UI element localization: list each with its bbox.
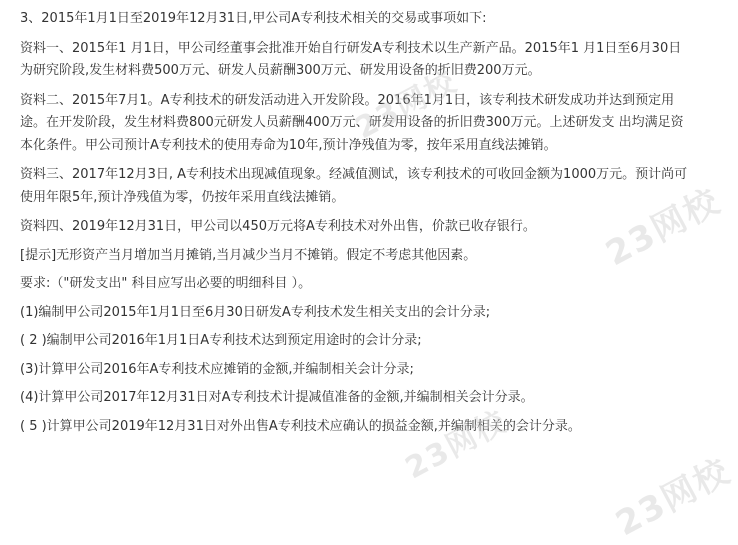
question-heading: 3、2015年1月1日至2019年12月31日,甲公司A专利技术相关的交易或事项如下: <box>20 11 487 26</box>
hint-text: [提示]无形资产当月增加当月摊销,当月减少当月不摊销。假定不考虑其他因素。 <box>20 247 477 263</box>
watermark-logo: 23网校 <box>609 450 738 545</box>
watermark-logo: 23网校 <box>349 63 464 147</box>
question-item: (4)计算甲公司2017年12月31日对A专利技术计提减值准备的金额,并编制相关会计分录。 <box>20 390 534 405</box>
material-one: 资料一、2015年1 月1日，甲公司经董事会批准开始自行研发A专利技术以生产新产品。2015年1 月1日至6月30日为研究阶段,发生材料费500万元、研发人员薪酬300万元、研发用设备的折旧费200万元。 <box>20 40 682 78</box>
watermark-logo: 23网校 <box>599 180 728 275</box>
material-four: 资料四、2019年12月31日，甲公司以450万元将A专利技术对外出售，价款已收存银行。 <box>20 219 536 234</box>
material-two: 资料二、2015年7月1。A专利技术的研发活动进入开发阶段。2016年1月1日，该专利技术研发成功并达到预定用途。在开发阶段，发生材料费800元研发人员薪酬400万元、研发用设备的折旧费300万元。上述研发支 出均满足资本化条件。甲公司预计A专利技术的使用寿命为10年,预计净残值为零，按年采用直线法摊销。 <box>20 92 684 153</box>
question-item: (1)编制甲公司2015年1月1日至6月30日研发A专利技术发生相关支出的会计分录; <box>20 304 491 320</box>
question-item: (3)计算甲公司2016年A专利技术应摊销的金额,并编制相关会计分录; <box>20 361 414 377</box>
question-item: ( 2 )编制甲公司2016年1月1日A专利技术达到预定用途时的会计分录; <box>20 333 422 348</box>
requirement-text: 要求:（"研发支出" 科目应写出必要的明细科目 ）。 <box>20 276 312 291</box>
material-three: 资料三、2017年12月3日, A专利技术出现减值现象。经减值测试，该专利技术的可收回金额为1000万元。预计尚可使用年限5年,预计净残值为零，仍按年采用直线法摊销。 <box>20 167 688 205</box>
question-item: ( 5 )计算甲公司2019年12月31日对外出售A专利技术应确认的损益金额,并编制相关的会计分录。 <box>20 418 581 434</box>
watermark-logo: 23网校 <box>399 403 514 487</box>
